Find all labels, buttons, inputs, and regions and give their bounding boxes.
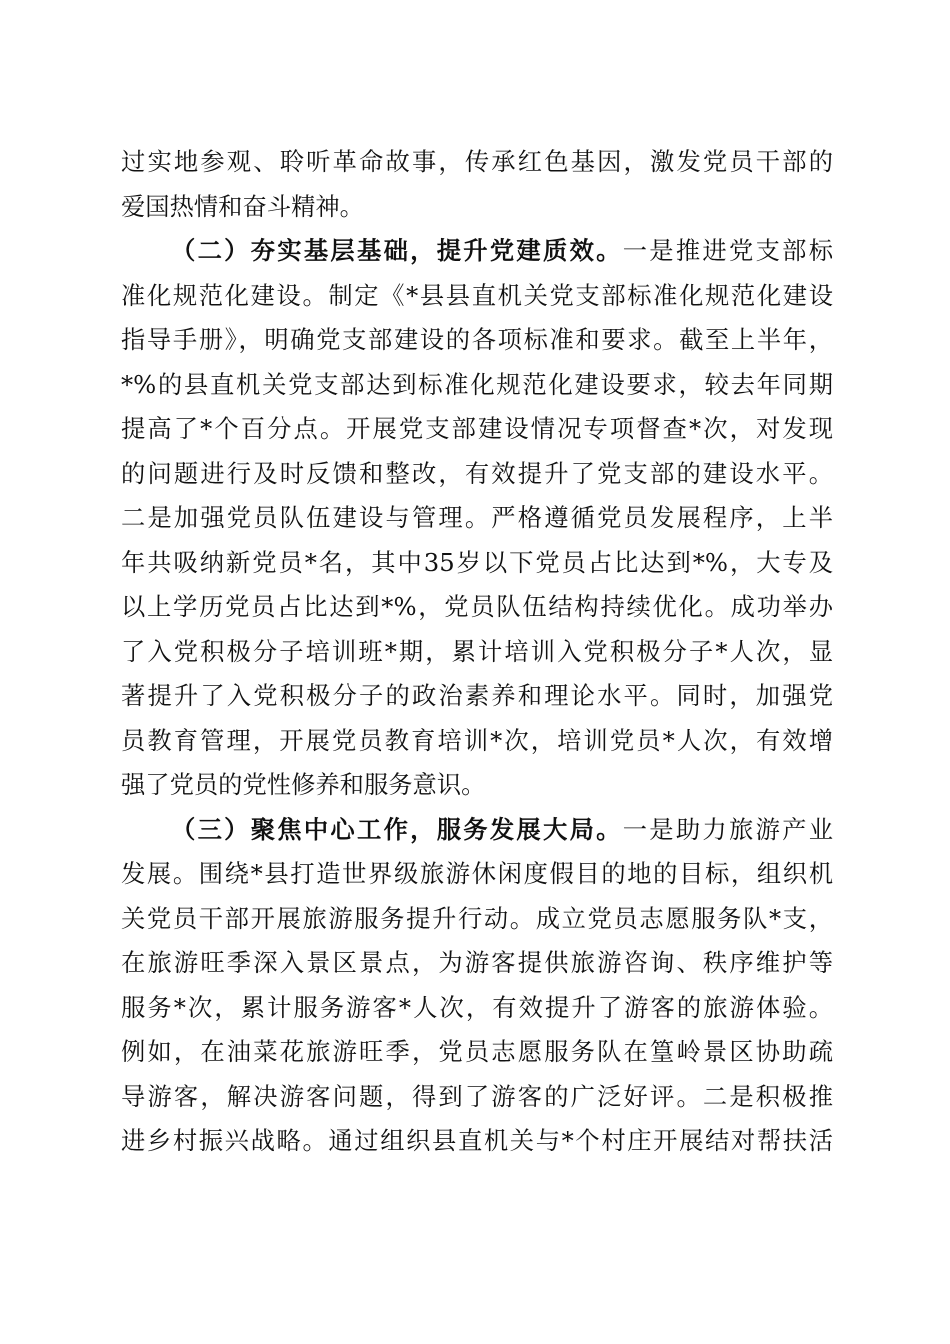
text-run: 一是推进党支部标 — [622, 236, 834, 265]
text-line: 著提升了入党积极分子的政治素养和理论水平。同时，加强党 — [121, 681, 833, 710]
text-line: 以上学历党员占比达到*%，党员队伍结构持续优化。成功举办 — [121, 592, 833, 621]
text-line: 服务*次，累计服务游客*人次，有效提升了游客的旅游体验。 — [121, 992, 833, 1022]
text-line: 了入党积极分子培训班*期，累计培训入党积极分子*人次，显 — [121, 636, 833, 666]
text-line: 在旅游旺季深入景区景点，为游客提供旅游咨询、秩序维护等 — [121, 948, 833, 977]
section-heading-line — [121, 808, 833, 853]
text-line: 的问题进行及时反馈和整改，有效提升了党支部的建设水平。 — [121, 458, 833, 488]
text-line: 年共吸纳新党员*名，其中35岁以下党员占比达到*%，大专及 — [121, 547, 833, 577]
text-line: 员教育管理，开展党员教育培训*次，培训党员*人次，有效增 — [121, 725, 833, 755]
text-line: 发展。围绕*县打造世界级旅游休闲度假目的地的目标，组织机 — [121, 859, 833, 888]
text-line: 强了党员的党性修养和服务意识。 — [121, 770, 486, 799]
text-line: 二是加强党员队伍建设与管理。严格遵循党员发展程序，上半 — [121, 503, 833, 532]
text-line: 提高了*个百分点。开展党支部建设情况专项督查*次，对发现 — [121, 414, 833, 443]
body-text — [121, 140, 833, 1164]
text-line: 爱国热情和奋斗精神。 — [121, 191, 364, 221]
section-heading: （三）聚焦中心工作，服务发展大局。 — [171, 814, 623, 844]
text-line: 过实地参观、聆听革命故事，传承红色基因，激发党员干部的 — [121, 147, 833, 176]
text-line: 例如，在油菜花旅游旺季，党员志愿服务队在篁岭景区协助疏 — [121, 1037, 833, 1066]
section-heading: （二）夯实基层基础，提升党建质效。 — [171, 236, 623, 265]
text-run: 一是助力旅游产业 — [622, 814, 834, 844]
text-line: 准化规范化建设。制定《*县县直机关党支部标准化规范化建设 — [121, 280, 833, 310]
section-heading-line — [121, 229, 833, 274]
text-line: 指导手册》，明确党支部建设的各项标准和要求。截至上半年， — [121, 325, 833, 354]
text-line: 导游客，解决游客问题，得到了游客的广泛好评。二是积极推 — [121, 1081, 833, 1111]
text-line: 关党员干部开展旅游服务提升行动。成立党员志愿服务队*支， — [121, 903, 833, 933]
text-line: 进乡村振兴战略。通过组织县直机关与*个村庄开展结对帮扶活 — [121, 1126, 833, 1155]
text-line: *%的县直机关党支部达到标准化规范化建设要求，较去年同期 — [121, 369, 833, 399]
